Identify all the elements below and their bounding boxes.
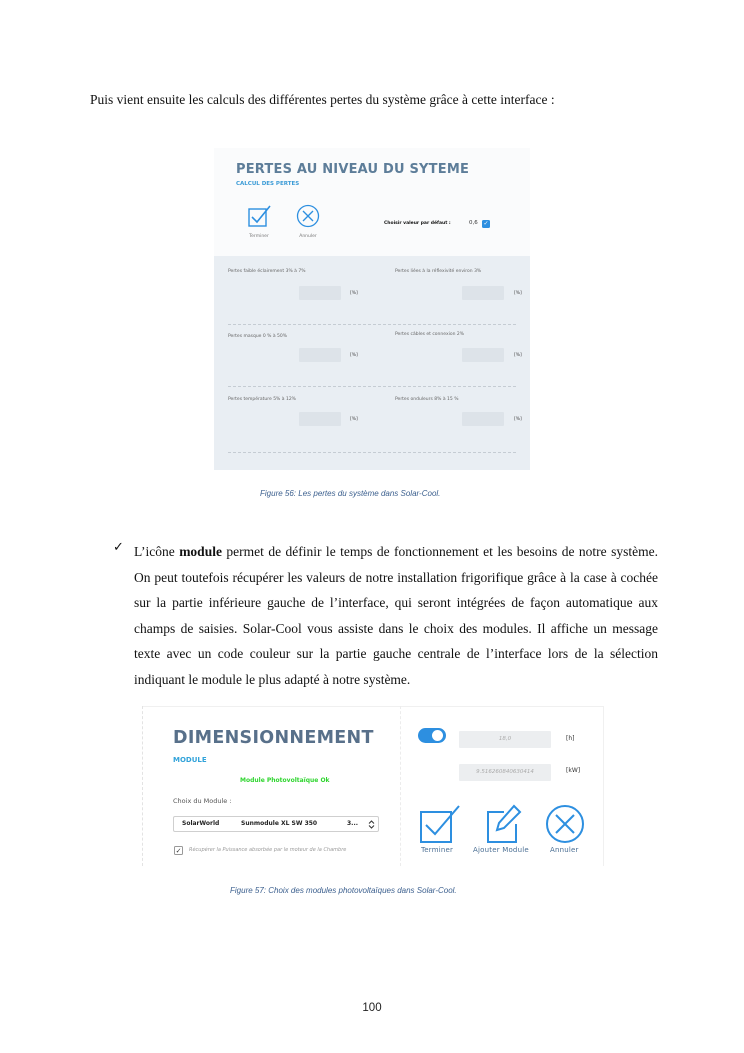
figure-56-losses-interface	[214, 148, 530, 470]
power-field[interactable]: 9.516260840630414	[459, 764, 551, 781]
checkbox-check-icon	[419, 804, 461, 844]
hours-field[interactable]: 18,0	[459, 731, 551, 748]
loss-unit: [%]	[350, 417, 358, 422]
checkmark-icon: ✓	[113, 540, 124, 555]
loss-label: Pertes onduleurs 8% à 15 %	[395, 397, 459, 402]
row-divider	[228, 386, 516, 387]
dimensioning-title: DIMENSIONNEMENT	[173, 728, 374, 748]
loss-input[interactable]	[462, 286, 504, 300]
panel-divider	[400, 706, 401, 866]
loss-unit: [%]	[514, 353, 522, 358]
circle-x-icon	[295, 204, 321, 228]
terminer-label: Terminer	[249, 234, 269, 239]
loss-label: Pertes câbles et connexion 2%	[395, 332, 465, 337]
loss-label: Pertes masque 0 % à 50%	[228, 334, 288, 339]
default-value: 0,6	[469, 220, 478, 226]
ajouter-module-label: Ajouter Module	[473, 846, 529, 854]
loss-label: Pertes température 5% à 12%	[228, 397, 296, 402]
power-unit: [kW]	[566, 767, 581, 774]
select-truncated: 3...	[347, 820, 359, 827]
terminer-button[interactable]	[239, 204, 279, 239]
default-value-checkbox[interactable]: ✓	[483, 220, 489, 227]
hours-unit: [h]	[566, 735, 575, 742]
frame-edge	[142, 706, 143, 866]
module-paragraph	[134, 539, 658, 692]
row-divider	[228, 452, 516, 453]
page-number: 100	[362, 1002, 382, 1014]
loss-input[interactable]	[299, 412, 341, 426]
annuler-button[interactable]	[288, 204, 328, 239]
losses-panel	[214, 256, 530, 470]
annuler-label: Annuler	[550, 846, 579, 854]
frame-edge	[603, 706, 604, 866]
loss-input[interactable]	[462, 412, 504, 426]
select-model: Sunmodule XL SW 350	[241, 820, 318, 827]
figure-57-dimensioning-interface	[142, 706, 604, 866]
terminer-button[interactable]	[419, 804, 461, 848]
intro-text: Puis vient ensuite les calculs des différentes pertes du système grâce à cette interface :	[90, 92, 555, 107]
loss-label: Pertes faible éclairement 3% à 7%	[228, 269, 306, 274]
toggle-switch[interactable]	[418, 728, 446, 743]
checkbox-check-icon	[246, 204, 272, 228]
recup-power-checkbox[interactable]: ✓	[175, 847, 182, 855]
pencil-edit-icon	[486, 804, 522, 844]
module-section-label: MODULE	[173, 756, 207, 764]
chevron-up-down-icon	[368, 820, 375, 829]
select-brand: SolarWorld	[182, 820, 220, 827]
default-value-label: Choisir valeur par défaut :	[384, 221, 451, 226]
paragraph-lead: L’icône	[134, 544, 180, 559]
annuler-button[interactable]	[545, 804, 585, 848]
annuler-label: Annuler	[299, 234, 317, 239]
frame-edge	[142, 706, 604, 707]
loss-unit: [%]	[350, 291, 358, 296]
ajouter-module-button[interactable]	[486, 804, 522, 848]
losses-header	[214, 148, 530, 256]
loss-unit: [%]	[350, 353, 358, 358]
toggle-knob	[432, 730, 443, 741]
figure-56-caption: Figure 56: Les pertes du système dans Solar-Cool.	[260, 489, 441, 498]
recup-power-label: Récupérer la Puissance absorbée par le moteur de la Chambre	[189, 847, 347, 853]
circle-x-icon	[545, 804, 585, 844]
loss-unit: [%]	[514, 291, 522, 296]
row-divider	[228, 324, 516, 325]
loss-input[interactable]	[299, 286, 341, 300]
loss-input[interactable]	[299, 348, 341, 362]
losses-title: PERTES AU NIVEAU DU SYTEME	[236, 162, 470, 177]
module-choice-label: Choix du Module :	[173, 797, 232, 805]
module-select[interactable]	[173, 816, 379, 832]
paragraph-bold-term: module	[179, 544, 222, 559]
paragraph-body: permet de définir le temps de fonctionnement et les besoins de notre système. On peut toutefois récupérer les valeurs de notre installation frigorifique grâce à la case à cochée sur la partie inférieure gauche de l’interface, qui seront intégrées de façon automatique aux champs de saisies. Solar-Cool vous assiste dans le choix des modules. Il affiche un message texte avec un code couleur sur la partie gauche centrale de l’interface lors de la sélection indiquant le module le plus adapté à notre système.	[134, 544, 658, 687]
module-status-message: Module Photovoltaïque Ok	[240, 777, 330, 784]
losses-subtitle: CALCUL DES PERTES	[236, 181, 300, 187]
loss-unit: [%]	[514, 417, 522, 422]
loss-label: Pertes liées à la réflexivité environ 3%	[395, 269, 482, 274]
figure-57-caption: Figure 57: Choix des modules photovoltaïques dans Solar-Cool.	[230, 886, 457, 895]
terminer-label: Terminer	[421, 846, 454, 854]
loss-input[interactable]	[462, 348, 504, 362]
